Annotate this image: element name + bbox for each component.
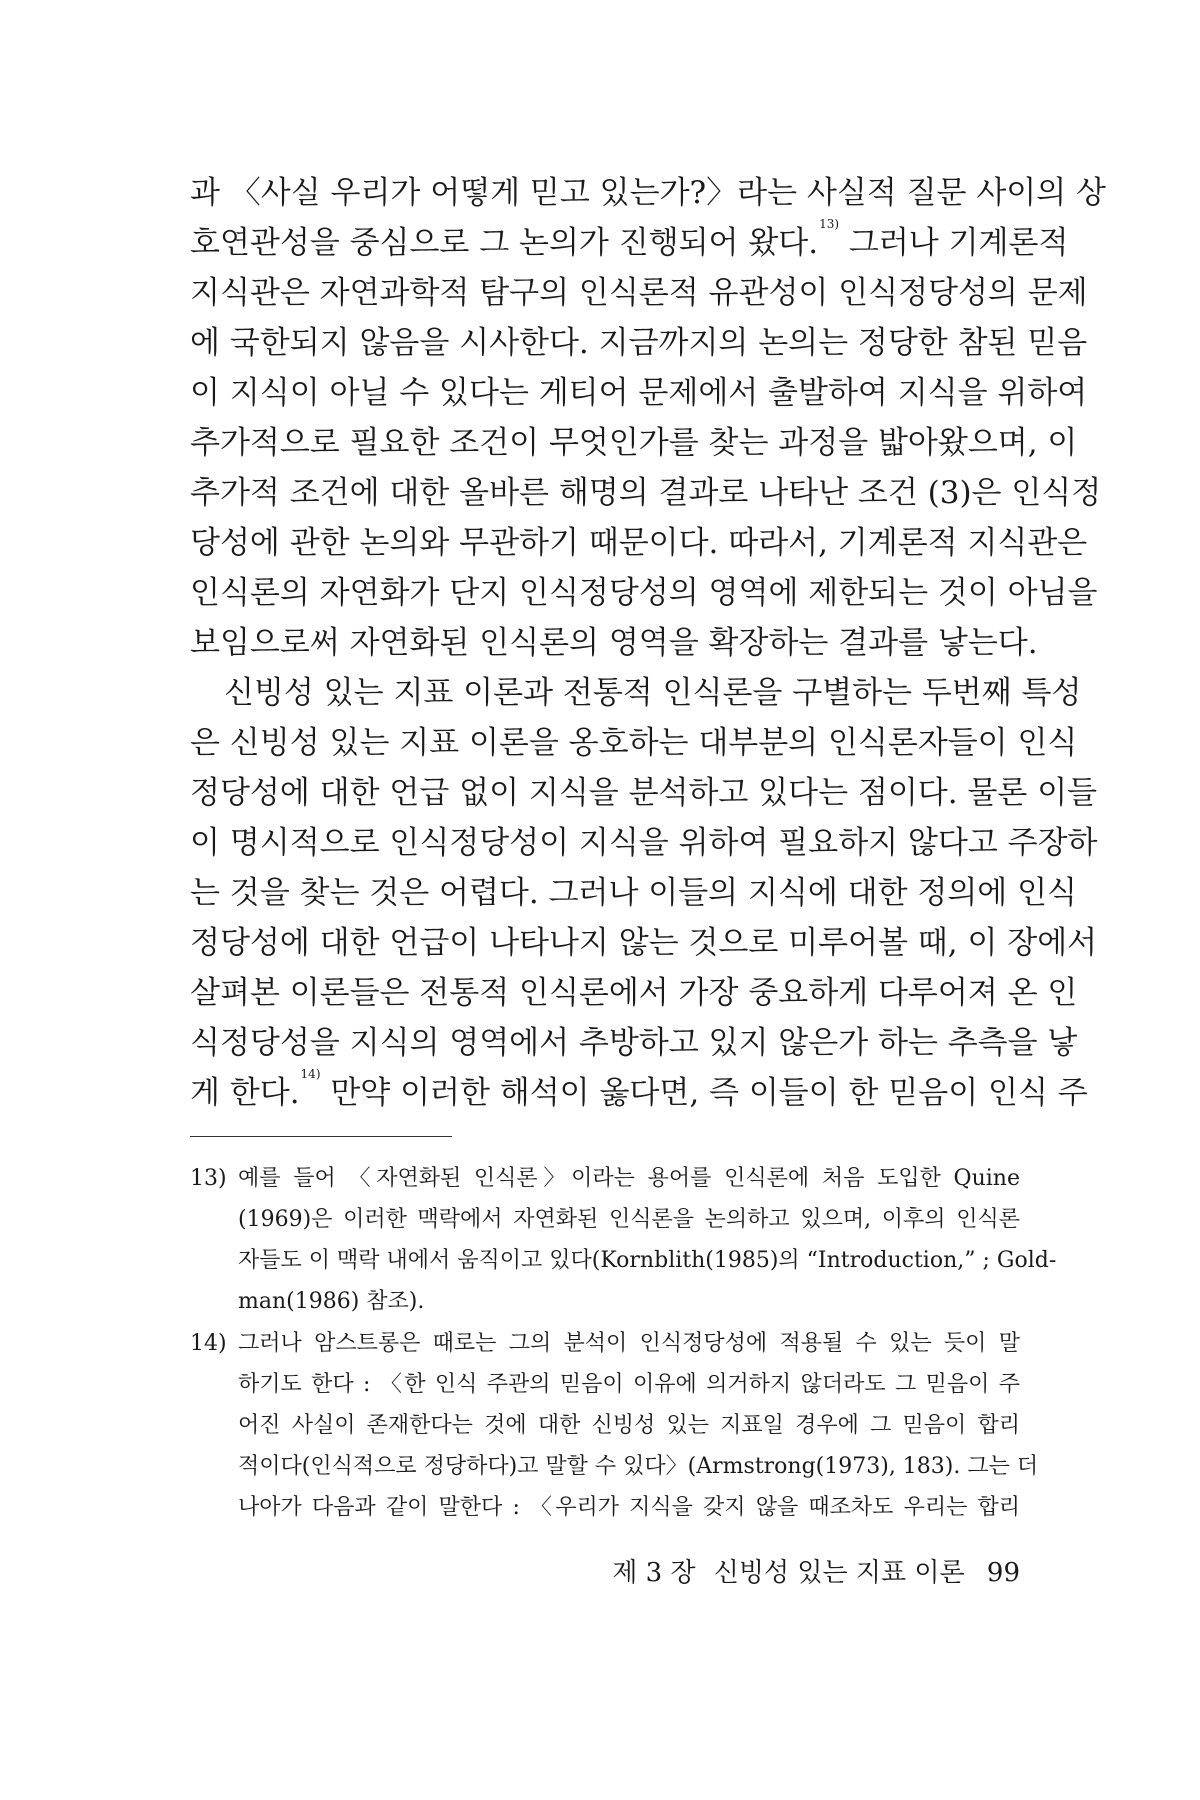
footnote-line: 어진 사실이 존재한다는 것에 대한 신빙성 있는 지표일 경우에 그 믿음이 합리 xyxy=(238,1413,1020,1438)
text-line: 은 신빙성 있는 지표 이론을 옹호하는 대부분의 인식론자들이 인식 xyxy=(190,725,1078,761)
text-line: 당성에 관한 논의와 무관하기 때문이다. 따라서, 기계론적 지식관은 xyxy=(190,525,1088,561)
text-line: 식정당성을 지식의 영역에서 추방하고 있지 않은가 하는 추측을 낳 xyxy=(190,1025,1078,1061)
text-line: 이 지식이 아닐 수 있다는 게티어 문제에서 출발하여 지식을 위하여 xyxy=(190,375,1088,411)
text-line: 과 〈사실 우리가 어떻게 믿고 있는가?〉라는 사실적 질문 사이의 상 xyxy=(190,175,1106,211)
page-number: 99 xyxy=(986,1558,1020,1588)
text-line: 신빙성 있는 지표 이론과 전통적 인식론을 구별하는 두번째 특성 xyxy=(224,675,1082,711)
text-line: 는 것을 찾는 것은 어렵다. 그러나 이들의 지식에 대한 정의에 인식 xyxy=(190,875,1077,911)
text-line: 살펴본 이론들은 전통적 인식론에서 가장 중요하게 다루어져 온 인 xyxy=(190,975,1078,1011)
footnote-ref-13[interactable]: 13) xyxy=(819,217,840,231)
footnote-divider xyxy=(190,1136,452,1137)
footnote-line: 예를 들어 〈자연화된 인식론〉이라는 용어를 인식론에 처음 도입한 Quine xyxy=(238,1166,1020,1191)
footnote-line: 적이다(인식적으로 정당하다)고 말할 수 있다〉(Armstrong(1973), 183). 그는 더 xyxy=(238,1454,1039,1479)
footnote-line: 나아가 다음과 같이 말한다 : 〈우리가 지식을 갖지 않을 때조차도 우리는 합리 xyxy=(238,1495,1020,1520)
body-text xyxy=(190,168,1106,1118)
text-line: 추가적으로 필요한 조건이 무엇인가를 찾는 과정을 밟아왔으며, 이 xyxy=(190,425,1078,461)
footnote-line: 하기도 한다 : 〈한 인식 주관의 믿음이 이유에 의거하지 않더라도 그 믿음이 주 xyxy=(238,1372,1020,1397)
chapter-title: 신빙성 있는 지표 이론 xyxy=(713,1558,965,1588)
footnote-line: (1969)은 이러한 맥락에서 자연화된 인식론을 논의하고 있으며, 이후의 인식론 xyxy=(238,1207,1020,1232)
footnote-line: man(1986) 참조). xyxy=(238,1289,425,1314)
text-line: 지식관은 자연과학적 탐구의 인식론적 유관성이 인식정당성의 문제 xyxy=(190,275,1088,311)
text-line: 정당성에 대한 언급이 나타나지 않는 것으로 미루어볼 때, 이 장에서 xyxy=(190,925,1098,961)
text-line-with-footnote-ref: 호연관성을 중심으로 그 논의가 진행되어 왔다.$^{13)}$ 그러나 기계론적 xyxy=(190,217,1069,261)
text-line: 정당성에 대한 언급 없이 지식을 분석하고 있다는 점이다. 물론 이들 xyxy=(190,775,1098,811)
footnote-14 xyxy=(190,1323,1039,1528)
paragraph-2 xyxy=(190,668,1098,1118)
footnote-line: 그러나 암스트롱은 때로는 그의 분석이 인식정당성에 적용될 수 있는 듯이 말 xyxy=(238,1331,1020,1356)
footnote-number: 13) xyxy=(190,1166,227,1191)
text-line: 에 국한되지 않음을 시사한다. 지금까지의 논의는 정당한 참된 믿음 xyxy=(190,325,1088,361)
running-footer xyxy=(600,1552,1020,1589)
footnote-number: 14) xyxy=(190,1331,227,1356)
text-line: 인식론의 자연화가 단지 인식정당성의 영역에 제한되는 것이 아님을 xyxy=(190,575,1098,611)
text-line: 이 명시적으로 인식정당성이 지식을 위하여 필요하지 않다고 주장하 xyxy=(190,825,1098,861)
footnote-13 xyxy=(190,1158,1057,1322)
text-line: 보임으로써 자연화된 인식론의 영역을 확장하는 결과를 낳는다. xyxy=(190,625,1038,661)
footnotes xyxy=(190,1158,1057,1529)
footnote-ref-14[interactable]: 14) xyxy=(300,1067,321,1081)
paragraph-1 xyxy=(190,168,1106,668)
text-line: 추가적 조건에 대한 올바른 해명의 결과로 나타난 조건 (3)은 인식정 xyxy=(190,475,1102,511)
chapter-label: 제 3 장 xyxy=(612,1558,696,1588)
footnote-line: 자들도 이 맥락 내에서 움직이고 있다(Kornblith(1985)의 “Introduction,” ; Gold- xyxy=(238,1248,1057,1273)
text-line-with-footnote-ref: 게 한다.$^{14)}$ 만약 이러한 해석이 옳다면, 즉 이들이 한 믿음이 인식 주 xyxy=(190,1067,1088,1111)
